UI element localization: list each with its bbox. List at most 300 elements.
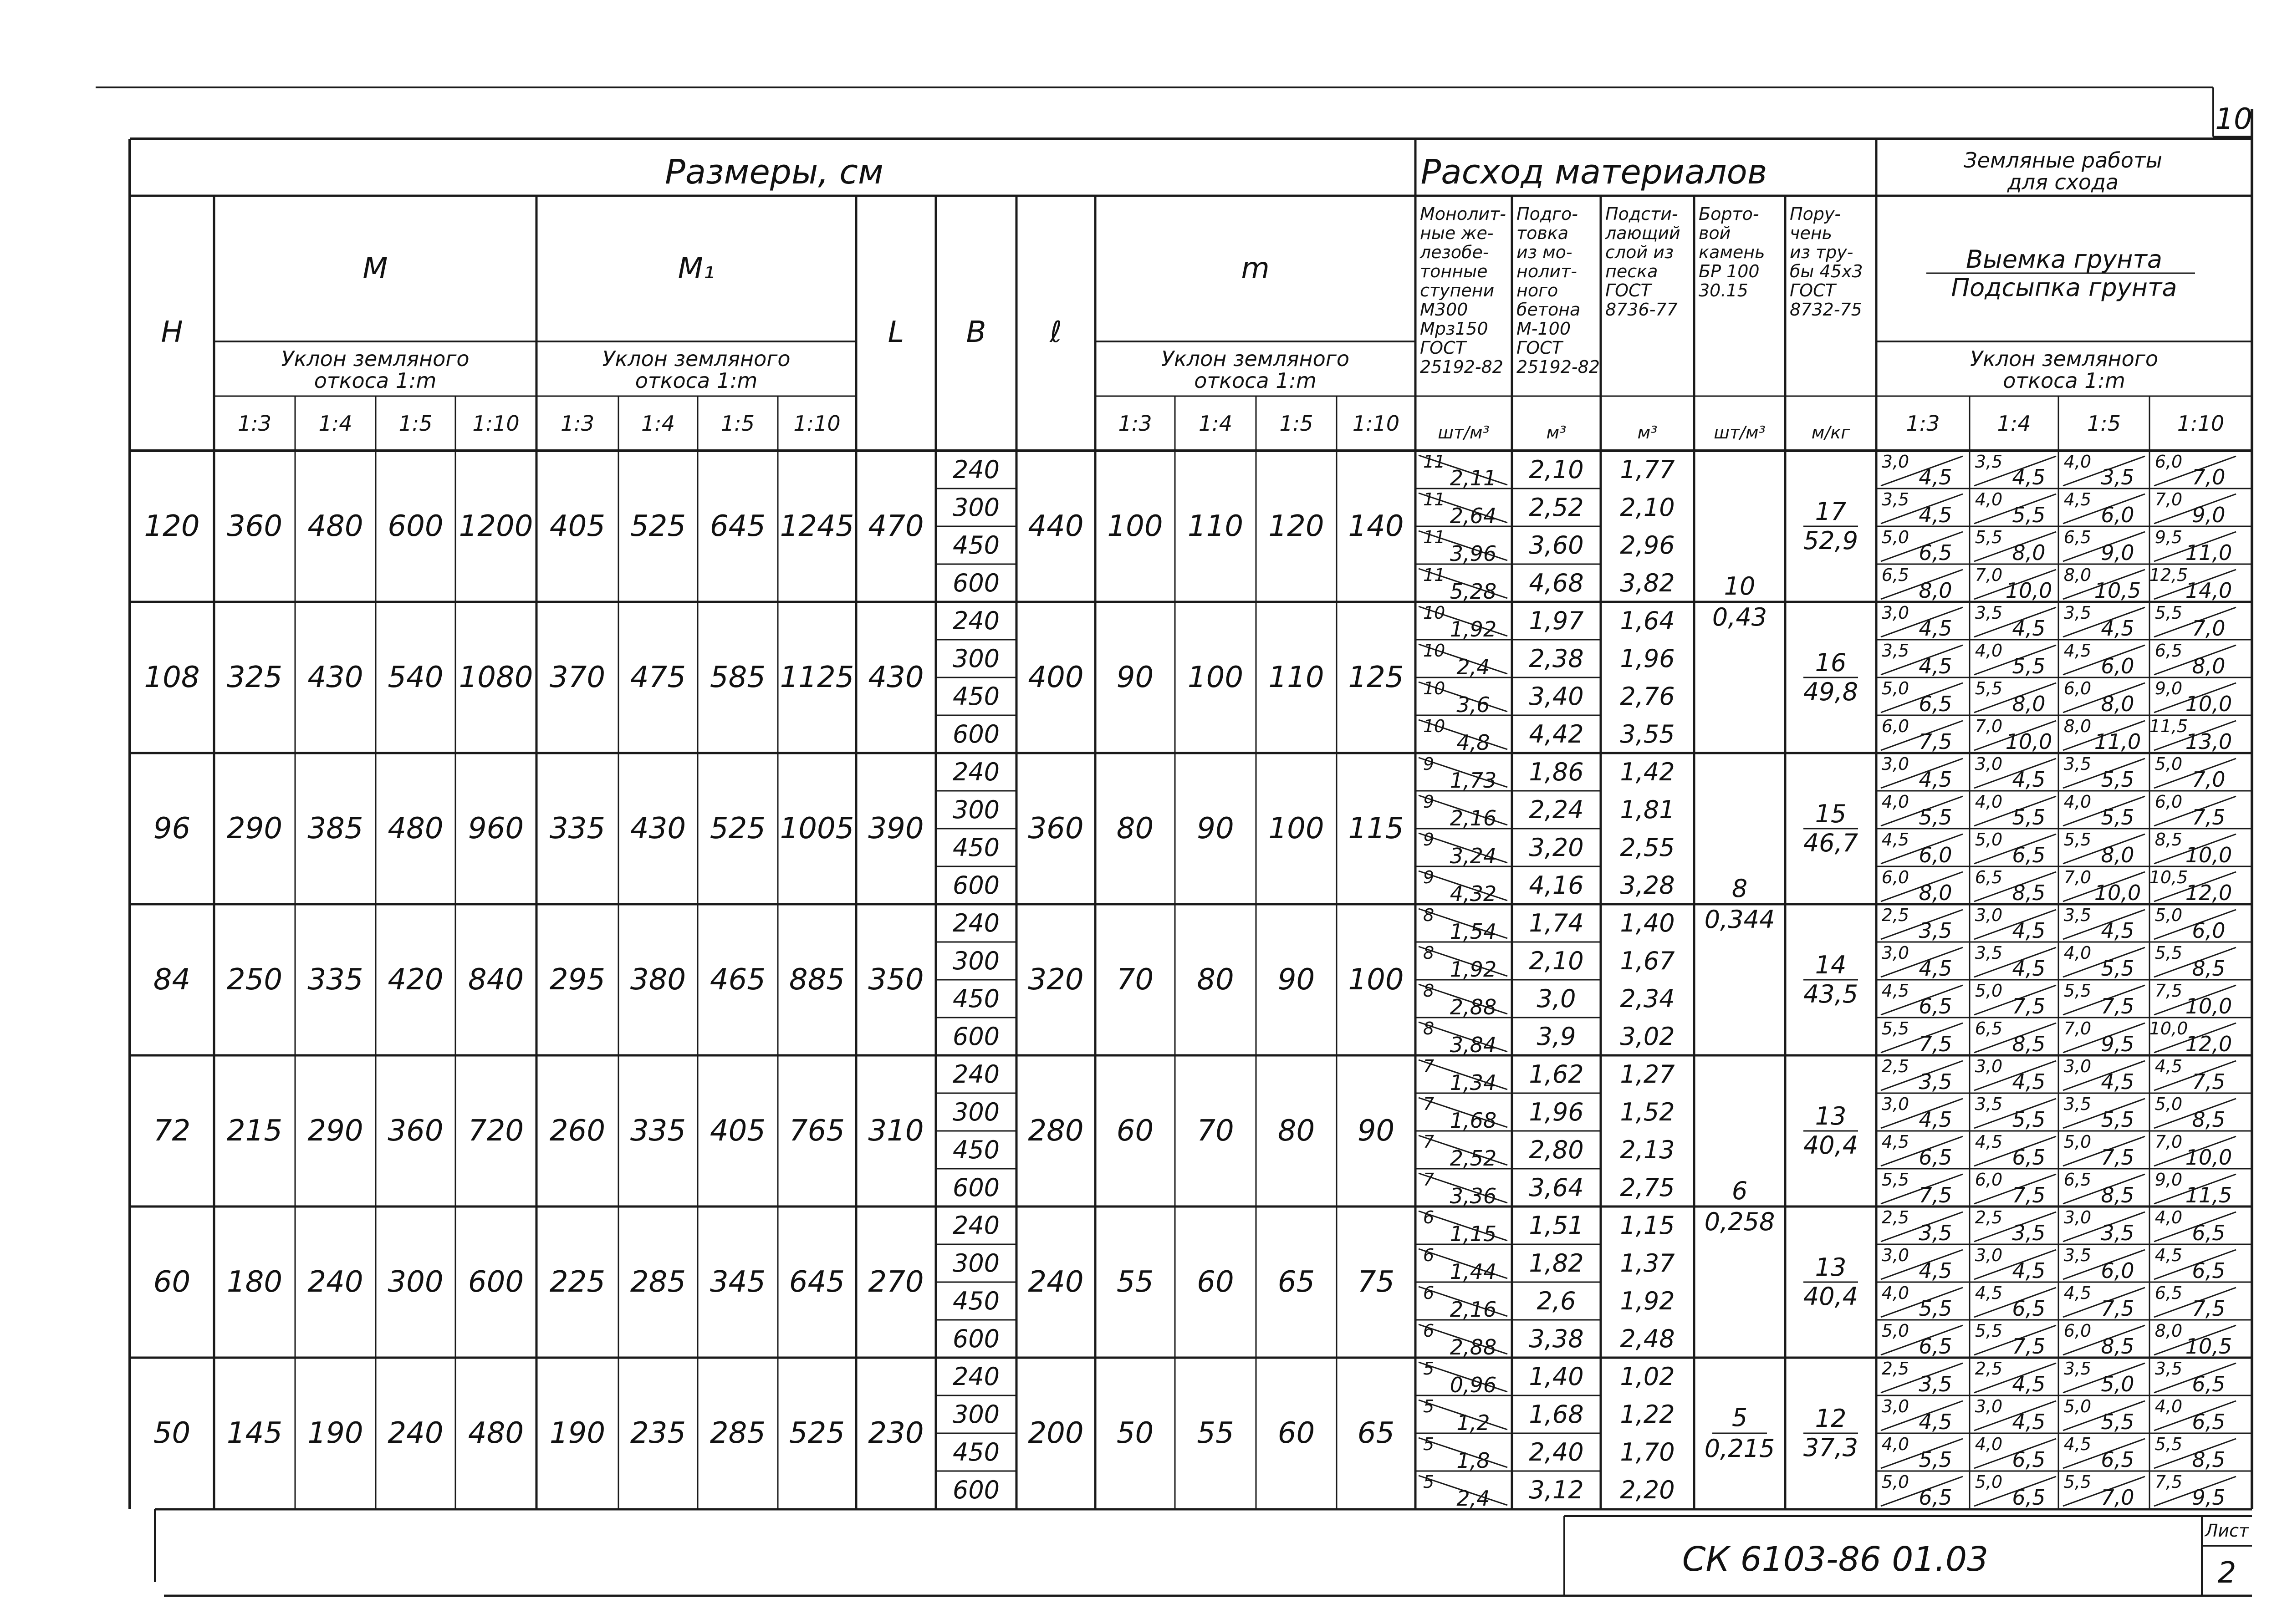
cell-backfill: 4,5 <box>2012 616 2046 641</box>
cell-backfill: 5,5 <box>2012 1107 2046 1132</box>
cell-steps: 5 <box>1423 1472 1435 1492</box>
cell-steps-volume: 1,54 <box>1450 919 1497 944</box>
cell-M1: 285 <box>630 1265 686 1299</box>
cell-M1: 765 <box>789 1114 845 1148</box>
cell-excavation: 5,0 <box>1975 981 2003 1001</box>
cell-steps: 11 <box>1423 527 1445 547</box>
cell-backfill: 4,5 <box>2012 1069 2046 1094</box>
cell-backfill: 4,5 <box>1919 503 1952 527</box>
material-header: БР 100 <box>1699 261 1760 281</box>
cell-B: 450 <box>952 984 1000 1013</box>
cell-excavation: 2,5 <box>1881 1359 1909 1379</box>
cell-excavation: 3,0 <box>1881 754 1909 774</box>
cell-M: 250 <box>226 963 283 997</box>
cell-backfill: 8,5 <box>2012 881 2046 905</box>
cell-backfill: 4,5 <box>2012 1258 2046 1283</box>
cell-M1: 225 <box>549 1265 606 1299</box>
cell-prep: 2,38 <box>1529 644 1584 673</box>
cell-backfill: 4,5 <box>1919 616 1952 641</box>
slope-header: Уклон земляного <box>1970 346 2159 371</box>
cell-backfill: 6,5 <box>2192 1372 2226 1396</box>
cell-m: 70 <box>1197 1114 1234 1148</box>
cell-backfill: 3,5 <box>1919 1069 1952 1094</box>
cell-M1: 525 <box>789 1416 845 1450</box>
cell-B: 450 <box>952 1437 1000 1466</box>
cell-sand: 1,37 <box>1620 1248 1675 1278</box>
cell-steps: 5 <box>1423 1359 1435 1379</box>
cell-backfill: 7,5 <box>2101 1296 2134 1321</box>
cell-backfill: 9,5 <box>2101 1032 2134 1056</box>
slope-header: Уклон земляного <box>281 346 470 371</box>
cell-steps: 7 <box>1423 1094 1435 1114</box>
cell-M: 240 <box>307 1265 363 1299</box>
cell-excavation: 6,5 <box>2154 1283 2183 1303</box>
cell-M1: 335 <box>549 812 606 845</box>
material-unit: шт/м³ <box>1714 423 1766 443</box>
cell-B: 240 <box>952 1059 1000 1089</box>
material-header: из тру- <box>1790 242 1853 262</box>
cell-B: 300 <box>952 1248 1000 1278</box>
cell-l: 320 <box>1028 963 1084 997</box>
cell-prep: 3,20 <box>1529 833 1584 862</box>
cell-excavation: 3,5 <box>1881 641 1909 661</box>
slope-ratio: 1:3 <box>1906 411 1940 436</box>
cell-B: 450 <box>952 1286 1000 1315</box>
material-header: Подсти- <box>1605 204 1678 224</box>
cell-prep: 1,68 <box>1529 1400 1584 1429</box>
cell-curb-count: 8 <box>1731 874 1748 903</box>
slope-ratio: 1:5 <box>1279 411 1313 436</box>
cell-backfill: 4,5 <box>2012 767 2046 792</box>
cell-sand: 1,02 <box>1620 1362 1675 1391</box>
cell-excavation: 3,5 <box>2063 1094 2092 1114</box>
row-H: 50 <box>153 1416 191 1450</box>
cell-excavation: 8,5 <box>2154 830 2183 850</box>
cell-M1: 235 <box>630 1416 686 1450</box>
cell-sand: 1,96 <box>1620 644 1675 673</box>
cell-excavation: 3,0 <box>2063 1056 2092 1076</box>
cell-M1: 465 <box>710 963 766 997</box>
cell-rail-length: 12 <box>1815 1404 1847 1433</box>
material-header: песка <box>1605 261 1658 281</box>
cell-m: 100 <box>1348 963 1404 997</box>
cell-steps: 6 <box>1423 1207 1435 1227</box>
cell-sand: 1,22 <box>1620 1400 1675 1429</box>
cell-backfill: 6,5 <box>2192 1221 2226 1245</box>
material-header: тонные <box>1420 261 1488 281</box>
header-H: H <box>161 316 183 349</box>
cell-steps-volume: 2,16 <box>1450 806 1497 830</box>
cell-excavation: 3,0 <box>1881 603 1909 623</box>
cell-excavation: 6,0 <box>2154 792 2183 812</box>
cell-backfill: 12,0 <box>2185 881 2232 905</box>
cell-excavation: 4,5 <box>1975 1132 2003 1152</box>
material-header: Монолит- <box>1420 204 1506 224</box>
cell-excavation: 3,0 <box>1975 1396 2003 1416</box>
cell-sand: 1,42 <box>1620 757 1675 786</box>
cell-excavation: 6,0 <box>1881 867 1909 887</box>
cell-steps-volume: 1,8 <box>1456 1448 1490 1473</box>
cell-excavation: 2,5 <box>1881 1207 1909 1227</box>
cell-steps: 10 <box>1423 603 1445 623</box>
cell-M: 540 <box>388 661 444 694</box>
cell-M1: 345 <box>710 1265 766 1299</box>
cell-backfill: 10,0 <box>2005 578 2052 603</box>
cell-M: 840 <box>468 963 524 997</box>
cell-backfill: 3,5 <box>1919 1372 1952 1396</box>
cell-prep: 3,9 <box>1537 1022 1576 1051</box>
cell-M1: 405 <box>549 509 606 543</box>
cell-backfill: 7,0 <box>2192 616 2226 641</box>
cell-m: 70 <box>1116 963 1154 997</box>
cell-backfill: 10,0 <box>2185 994 2232 1018</box>
cell-backfill: 5,5 <box>2012 503 2046 527</box>
cell-excavation: 5,5 <box>1975 527 2003 547</box>
cell-M1: 645 <box>710 509 766 543</box>
cell-steps: 6 <box>1423 1321 1435 1341</box>
cell-sand: 1,27 <box>1620 1059 1675 1089</box>
cell-M: 300 <box>388 1265 444 1299</box>
header-m: m <box>1241 252 1270 285</box>
cell-excavation: 4,5 <box>1975 1283 2003 1303</box>
material-header: Пору- <box>1790 204 1841 224</box>
material-header: 25192-82 <box>1516 357 1600 377</box>
cell-B: 300 <box>952 493 1000 522</box>
slope-ratio: 1:3 <box>560 411 595 436</box>
cell-backfill: 10,5 <box>2185 1334 2232 1359</box>
cell-backfill: 4,5 <box>2012 1410 2046 1434</box>
slope-header: Уклон земляного <box>602 346 791 371</box>
cell-backfill: 8,0 <box>2101 843 2134 867</box>
cell-prep: 2,6 <box>1537 1286 1576 1315</box>
cell-excavation: 12,5 <box>2149 565 2188 585</box>
cell-B: 600 <box>952 871 1000 900</box>
cell-L: 270 <box>868 1265 924 1299</box>
cell-excavation: 5,0 <box>2063 1132 2092 1152</box>
cell-backfill: 5,5 <box>2101 1410 2134 1434</box>
cell-sand: 2,48 <box>1620 1324 1675 1353</box>
cell-m: 90 <box>1116 661 1154 694</box>
cell-M1: 1005 <box>780 812 854 845</box>
cell-excavation: 6,5 <box>2154 641 2183 661</box>
cell-rail-mass: 43,5 <box>1803 980 1858 1008</box>
cell-steps-volume: 3,96 <box>1450 541 1497 566</box>
cell-steps: 5 <box>1423 1396 1435 1416</box>
cell-sand: 3,55 <box>1620 719 1675 748</box>
cell-M: 960 <box>468 812 524 845</box>
cell-B: 600 <box>952 1022 1000 1051</box>
cell-excavation: 9,0 <box>2154 678 2183 698</box>
cell-excavation: 7,0 <box>1975 716 2003 736</box>
cell-excavation: 6,0 <box>1975 1170 2003 1190</box>
cell-steps: 8 <box>1423 1018 1435 1039</box>
cell-backfill: 8,0 <box>2012 540 2046 565</box>
cell-B: 300 <box>952 644 1000 673</box>
cell-steps-volume: 1,2 <box>1456 1410 1490 1435</box>
cell-steps-volume: 0,96 <box>1450 1373 1497 1397</box>
cell-backfill: 7,5 <box>2012 1183 2046 1207</box>
cell-prep: 3,0 <box>1537 984 1576 1013</box>
cell-backfill: 4,5 <box>1919 956 1952 981</box>
slope-header: откоса 1:m <box>635 368 758 393</box>
cell-steps-volume: 3,84 <box>1450 1033 1497 1057</box>
slope-header: откоса 1:m <box>2003 368 2125 393</box>
cell-steps-volume: 2,4 <box>1456 655 1490 679</box>
cell-backfill: 6,5 <box>1919 1485 1952 1510</box>
cell-excavation: 6,5 <box>1881 565 1909 585</box>
cell-sand: 2,10 <box>1620 493 1675 522</box>
cell-m: 90 <box>1357 1114 1395 1148</box>
cell-backfill: 5,5 <box>2101 1107 2134 1132</box>
cell-backfill: 3,5 <box>2101 1221 2134 1245</box>
cell-steps: 10 <box>1423 716 1445 736</box>
cell-backfill: 4,5 <box>1919 654 1952 678</box>
cell-steps: 5 <box>1423 1434 1435 1454</box>
cell-excavation: 7,0 <box>2063 1018 2092 1039</box>
cell-excavation: 4,5 <box>1881 981 1909 1001</box>
cell-excavation: 5,5 <box>2154 1434 2183 1454</box>
cell-excavation: 10,0 <box>2149 1018 2188 1039</box>
cell-backfill: 8,0 <box>2101 692 2134 716</box>
cell-m: 55 <box>1116 1265 1154 1299</box>
cell-excavation: 5,0 <box>1881 1321 1909 1341</box>
cell-backfill: 5,5 <box>2012 654 2046 678</box>
material-header: камень <box>1699 242 1765 262</box>
cell-M: 420 <box>388 963 444 997</box>
document-code: СК 6103-86 01.03 <box>1682 1540 1989 1579</box>
cell-m: 60 <box>1116 1114 1154 1148</box>
cell-M1: 475 <box>630 661 686 694</box>
cell-backfill: 8,5 <box>2192 1107 2226 1132</box>
cell-sand: 3,28 <box>1620 871 1675 900</box>
cell-backfill: 11,5 <box>2185 1183 2232 1207</box>
cell-excavation: 3,0 <box>1881 943 1909 963</box>
cell-excavation: 5,5 <box>1975 1321 2003 1341</box>
cell-steps: 6 <box>1423 1283 1435 1303</box>
cell-backfill: 6,5 <box>2192 1410 2226 1434</box>
cell-excavation: 6,0 <box>2063 678 2092 698</box>
cell-backfill: 8,0 <box>2012 692 2046 716</box>
cell-steps: 6 <box>1423 1245 1435 1265</box>
cell-excavation: 5,0 <box>1881 678 1909 698</box>
cell-backfill: 5,5 <box>2101 767 2134 792</box>
cell-backfill: 9,0 <box>2101 540 2134 565</box>
cell-M1: 370 <box>549 661 606 694</box>
header-earthworks: Земляные работы <box>1964 148 2162 173</box>
material-header: М-100 <box>1516 319 1571 339</box>
cell-excavation: 5,0 <box>2063 1396 2092 1416</box>
material-header: ГОСТ <box>1516 338 1562 358</box>
cell-steps: 9 <box>1423 792 1435 812</box>
cell-B: 450 <box>952 530 1000 560</box>
cell-steps-volume: 2,88 <box>1450 1335 1497 1359</box>
cell-backfill: 6,5 <box>2012 1145 2046 1170</box>
cell-M: 600 <box>388 509 444 543</box>
slope-ratio: 1:4 <box>641 411 675 436</box>
cell-curb-volume: 0,344 <box>1704 905 1775 934</box>
cell-M1: 190 <box>549 1416 606 1450</box>
cell-backfill: 3,5 <box>2012 1221 2046 1245</box>
cell-backfill: 10,5 <box>2094 578 2141 603</box>
slope-ratio: 1:10 <box>2177 411 2225 436</box>
cell-m: 65 <box>1277 1265 1315 1299</box>
cell-steps: 7 <box>1423 1132 1435 1152</box>
cell-M: 360 <box>388 1114 444 1148</box>
cell-excavation: 5,0 <box>1975 1472 2003 1492</box>
cell-M1: 525 <box>630 509 686 543</box>
cell-sand: 3,02 <box>1620 1022 1675 1051</box>
cell-M: 145 <box>226 1416 283 1450</box>
material-unit: м/кг <box>1811 423 1850 443</box>
cell-backfill: 14,0 <box>2185 578 2232 603</box>
cell-excavation: 3,5 <box>1975 1094 2003 1114</box>
cell-sand: 2,13 <box>1620 1135 1675 1164</box>
cell-backfill: 6,5 <box>2101 1447 2134 1472</box>
cell-excavation: 4,5 <box>1881 830 1909 850</box>
cell-M1: 1125 <box>780 661 854 694</box>
cell-excavation: 6,5 <box>1975 867 2003 887</box>
cell-backfill: 6,0 <box>2101 503 2134 527</box>
cell-prep: 1,74 <box>1529 908 1584 937</box>
cell-sand: 2,20 <box>1620 1475 1675 1504</box>
cell-steps: 8 <box>1423 905 1435 925</box>
row-H: 120 <box>144 509 200 543</box>
cell-sand: 3,82 <box>1620 568 1675 597</box>
slope-ratio: 1:5 <box>2087 411 2121 436</box>
cell-backfill: 10,0 <box>2094 881 2141 905</box>
material-header: нолит- <box>1516 261 1577 281</box>
slope-header: откоса 1:m <box>1194 368 1317 393</box>
cell-m: 120 <box>1268 509 1324 543</box>
cell-M: 240 <box>388 1416 444 1450</box>
cell-excavation: 9,0 <box>2154 1170 2183 1190</box>
cell-excavation: 7,0 <box>2063 867 2092 887</box>
material-header: ного <box>1516 280 1558 300</box>
material-header: из мо- <box>1516 242 1572 262</box>
cell-excavation: 4,0 <box>1881 1434 1909 1454</box>
cell-steps-volume: 2,88 <box>1450 995 1497 1019</box>
cell-excavation: 2,5 <box>1975 1359 2003 1379</box>
slope-header: Уклон земляного <box>1161 346 1350 371</box>
cell-excavation: 4,5 <box>2154 1056 2183 1076</box>
material-header: бы 45х3 <box>1790 261 1863 281</box>
material-header: ные же- <box>1420 223 1494 243</box>
cell-rail-length: 17 <box>1815 497 1847 526</box>
cell-steps: 10 <box>1423 641 1445 661</box>
cell-curb-count: 6 <box>1731 1176 1748 1205</box>
material-header: Борто- <box>1699 204 1759 224</box>
cell-m: 55 <box>1197 1416 1234 1450</box>
cell-excavation: 7,0 <box>2154 1132 2183 1152</box>
cell-steps-volume: 2,4 <box>1456 1486 1490 1511</box>
cell-excavation: 3,5 <box>1881 489 1909 509</box>
cell-B: 240 <box>952 908 1000 937</box>
cell-backfill: 4,5 <box>1919 1410 1952 1434</box>
slope-ratio: 1:5 <box>398 411 433 436</box>
slope-ratio: 1:3 <box>237 411 272 436</box>
cell-excavation: 2,5 <box>1881 905 1909 925</box>
cell-steps-volume: 2,52 <box>1450 1146 1497 1171</box>
cell-backfill: 8,5 <box>2192 1447 2226 1472</box>
cell-steps: 11 <box>1423 489 1445 509</box>
cell-backfill: 8,0 <box>1919 578 1952 603</box>
cell-M: 480 <box>307 509 363 543</box>
cell-steps: 10 <box>1423 678 1445 698</box>
cell-m: 75 <box>1357 1265 1395 1299</box>
cell-backfill: 3,5 <box>1919 918 1952 943</box>
cell-excavation: 4,5 <box>2063 641 2092 661</box>
cell-prep: 2,40 <box>1529 1437 1584 1466</box>
cell-steps-volume: 3,36 <box>1450 1184 1497 1208</box>
cell-l: 440 <box>1028 509 1084 543</box>
cell-M1: 295 <box>549 963 606 997</box>
cell-M: 190 <box>307 1416 363 1450</box>
cell-sand: 2,34 <box>1620 984 1675 1013</box>
cell-B: 240 <box>952 757 1000 786</box>
cell-excavation: 6,5 <box>2063 527 2092 547</box>
cell-m: 100 <box>1268 812 1324 845</box>
cell-excavation: 3,5 <box>2063 754 2092 774</box>
cell-backfill: 5,5 <box>1919 805 1952 830</box>
cell-B: 600 <box>952 1324 1000 1353</box>
slope-ratio: 1:4 <box>318 411 352 436</box>
cell-steps: 9 <box>1423 867 1435 887</box>
cell-L: 390 <box>868 812 924 845</box>
cell-excavation: 7,5 <box>2154 1472 2183 1492</box>
cell-backfill: 8,0 <box>2192 654 2226 678</box>
cell-backfill: 6,0 <box>2192 918 2226 943</box>
cell-sand: 1,77 <box>1620 455 1675 484</box>
cell-B: 300 <box>952 795 1000 824</box>
cell-m: 110 <box>1187 509 1244 543</box>
cell-excavation: 8,0 <box>2154 1321 2183 1341</box>
sheet-number: 10 <box>2215 102 2252 136</box>
cell-backfill: 7,5 <box>2192 1069 2226 1094</box>
cell-l: 400 <box>1028 661 1084 694</box>
cell-m: 65 <box>1357 1416 1395 1450</box>
cell-excavation: 3,0 <box>1975 1056 2003 1076</box>
cell-backfill: 10,0 <box>2005 729 2052 754</box>
cell-backfill: 4,5 <box>2012 956 2046 981</box>
cell-m: 140 <box>1348 509 1404 543</box>
cell-excavation: 4,0 <box>1975 792 2003 812</box>
cell-excavation: 4,0 <box>2154 1396 2183 1416</box>
cell-steps: 11 <box>1423 565 1445 585</box>
row-H: 60 <box>153 1265 191 1299</box>
cell-steps: 8 <box>1423 981 1435 1001</box>
slope-ratio: 1:3 <box>1118 411 1152 436</box>
cell-excavation: 4,5 <box>2063 1283 2092 1303</box>
material-header: Mрз150 <box>1420 319 1488 339</box>
cell-M1: 405 <box>710 1114 766 1148</box>
cell-backfill: 13,0 <box>2185 729 2232 754</box>
cell-backfill: 4,5 <box>2101 1069 2134 1094</box>
cell-backfill: 7,5 <box>1919 729 1952 754</box>
cell-M: 430 <box>307 661 363 694</box>
material-header: бетона <box>1516 300 1581 320</box>
material-header: слой из <box>1605 242 1674 262</box>
cell-B: 240 <box>952 1362 1000 1391</box>
cell-excavation: 3,5 <box>2063 603 2092 623</box>
cell-m: 80 <box>1197 963 1234 997</box>
cell-l: 280 <box>1028 1114 1084 1148</box>
cell-steps-volume: 3,6 <box>1456 692 1490 717</box>
cell-backfill: 7,5 <box>2101 994 2134 1018</box>
cell-backfill: 8,5 <box>2012 1032 2046 1056</box>
cell-sand: 1,81 <box>1620 795 1675 824</box>
cell-steps: 7 <box>1423 1170 1435 1190</box>
cell-m: 60 <box>1277 1416 1315 1450</box>
